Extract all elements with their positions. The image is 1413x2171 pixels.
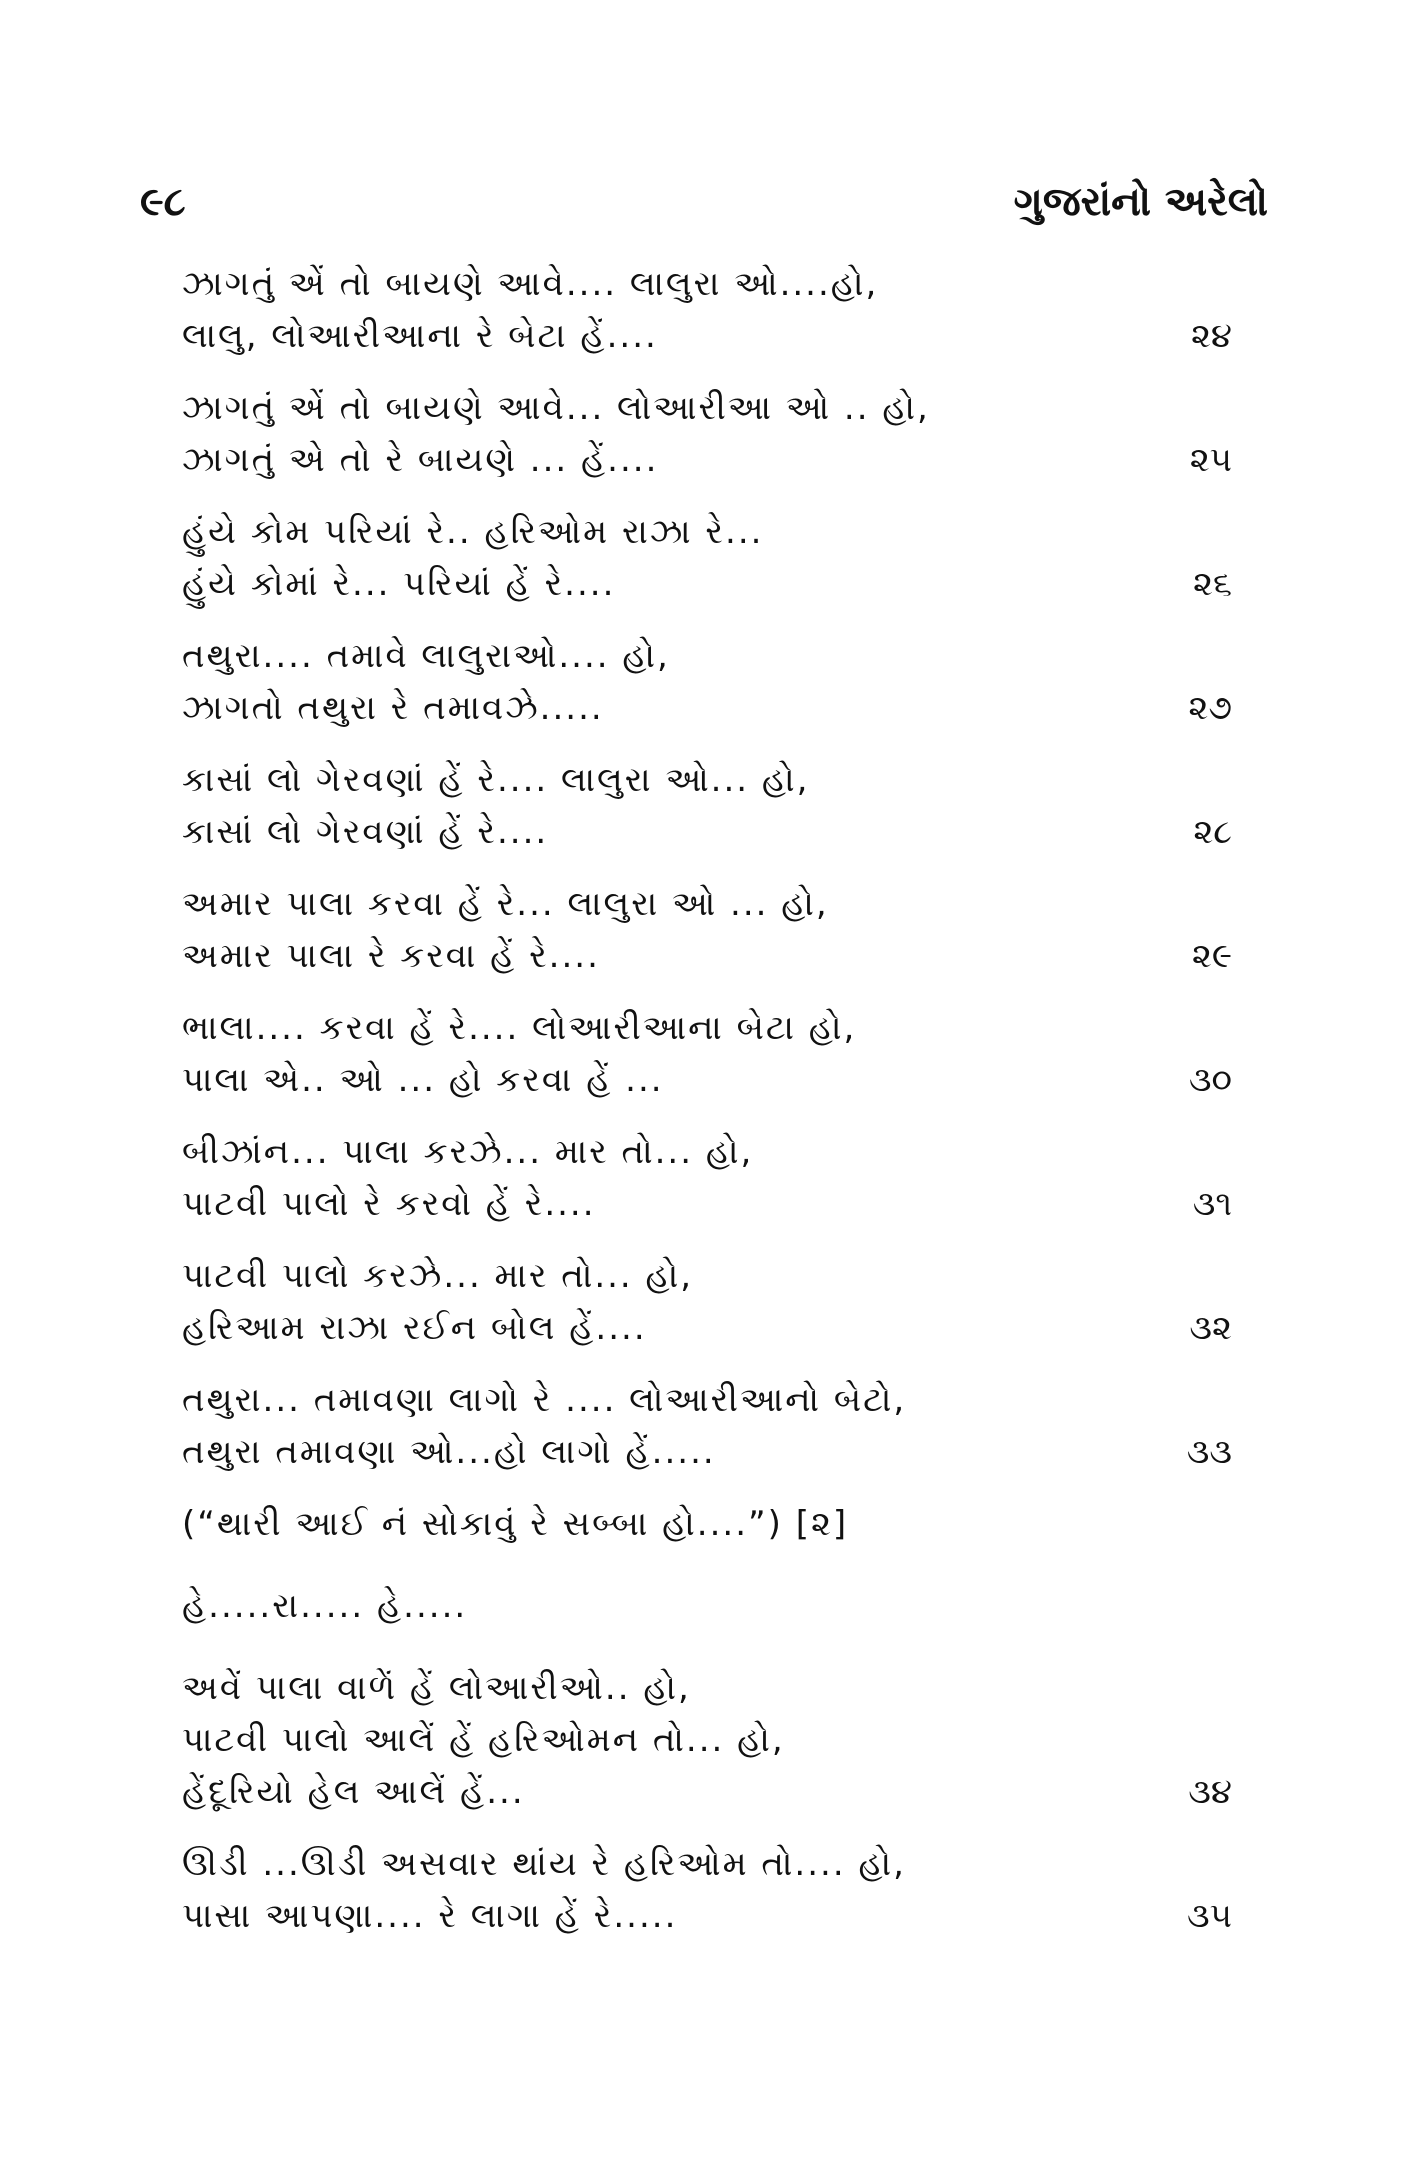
stanza-33 — [182, 1374, 1232, 1478]
stanza-number: ૩૪ — [1188, 1772, 1232, 1812]
call-line: હે.....રા..... હે..... — [182, 1586, 468, 1626]
verse-line: પાટવી પાલો રે કરવો હેં રે.... — [182, 1184, 596, 1224]
verse-line: હુંયે કોમ પરિયાં રે.. હરિઓમ રાઝા રે... — [182, 512, 764, 552]
stanza-28 — [182, 754, 1232, 858]
page-header — [140, 172, 1268, 232]
verse-line: હરિઆમ રાઝા રઈન બોલ હેં.... — [182, 1308, 647, 1348]
verse-line: તથુરા... તમાવણા લાગો રે .... લોઆરીઆનો બેટો, — [182, 1380, 907, 1420]
verse-line: કાસાં લો ગેરવણાં હેં રે.... લાલુરા ઓ... હો, — [182, 760, 810, 800]
verse-line: તથુરા.... તમાવે લાલુરાઓ.... હો, — [182, 636, 670, 676]
stanza-number: ૨૪ — [1190, 316, 1232, 356]
refrain-line: (“થારી આઈ નં સોકાવું રે સબ્બા હો....”) [૨] — [182, 1504, 849, 1544]
stanza-24 — [182, 258, 1232, 362]
verse-line: ભાલા.... કરવા હેં રે.... લોઆરીઆના બેટા હો, — [182, 1008, 857, 1048]
call-line-block — [182, 1580, 1232, 1632]
verse-list — [182, 258, 1232, 1962]
stanza-27 — [182, 630, 1232, 734]
verse-line: પાલા એ.. ઓ ... હો કરવા હેં ... — [182, 1060, 664, 1100]
stanza-29 — [182, 878, 1232, 982]
verse-line: પાટવી પાલો આલેં હેં હરિઓમન તો... હો, — [182, 1720, 785, 1760]
running-title: ગુજરાંનો અરેલો — [1013, 179, 1268, 225]
refrain — [182, 1498, 1232, 1550]
stanza-number: ૨૫ — [1189, 440, 1232, 480]
stanza-number: ૨૬ — [1193, 564, 1232, 604]
verse-line: અવેં પાલા વાળેં હેં લોઆરીઓ.. હો, — [182, 1668, 691, 1708]
stanza-number: ૨૭ — [1188, 688, 1232, 728]
stanza-34 — [182, 1662, 1232, 1818]
stanza-30 — [182, 1002, 1232, 1106]
verse-line: તથુરા તમાવણા ઓ...હો લાગો હેં..... — [182, 1432, 716, 1472]
stanza-25 — [182, 382, 1232, 486]
page-number: ૯૮ — [140, 179, 186, 225]
verse-line: લાલુ, લોઆરીઆના રે બેટા હેં.... — [182, 316, 658, 356]
stanza-26 — [182, 506, 1232, 610]
verse-line: બીઝાંન... પાલા કરઝે... માર તો... હો, — [182, 1132, 754, 1172]
verse-line: પાટવી પાલો કરઝે... માર તો... હો, — [182, 1256, 694, 1296]
verse-line: ઝાગતું એં તો બાયણે આવે.... લાલુરા ઓ....હો, — [182, 264, 879, 304]
stanza-number: ૩૨ — [1189, 1308, 1232, 1348]
verse-line: ઊડી ...ઊડી અસવાર થાંય રે હરિઓમ તો.... હો, — [182, 1844, 906, 1884]
stanza-32 — [182, 1250, 1232, 1354]
stanza-number: ૩૩ — [1186, 1432, 1232, 1472]
verse-line: હુંયે કોમાં રે... પરિયાં હેં રે.... — [182, 564, 616, 604]
verse-line: પાસા આપણા.... રે લાગા હેં રે..... — [182, 1896, 678, 1936]
stanza-number: ૩૫ — [1187, 1896, 1232, 1936]
stanza-number: ૨૯ — [1191, 936, 1232, 976]
stanza-number: ૩૦ — [1188, 1060, 1232, 1100]
verse-line: ઝાગતું એં તો બાયણે આવે... લોઆરીઆ ઓ .. હો, — [182, 388, 930, 428]
verse-line: અમાર પાલા રે કરવા હેં રે.... — [182, 936, 600, 976]
stanza-number: ૨૮ — [1193, 812, 1232, 852]
stanza-35 — [182, 1838, 1232, 1942]
verse-line: કાસાં લો ગેરવણાં હેં રે.... — [182, 812, 549, 852]
verse-line: હેંદૂરિયો હેલ આલેં હેં... — [182, 1772, 525, 1812]
verse-line: અમાર પાલા કરવા હેં રે... લાલુરા ઓ ... હો, — [182, 884, 829, 924]
verse-line: ઝાગતો તથુરા રે તમાવઝે..... — [182, 688, 604, 728]
stanza-number: ૩૧ — [1192, 1184, 1232, 1224]
stanza-31 — [182, 1126, 1232, 1230]
verse-line: ઝાગતું એ તો રે બાયણે ... હેં.... — [182, 440, 659, 480]
